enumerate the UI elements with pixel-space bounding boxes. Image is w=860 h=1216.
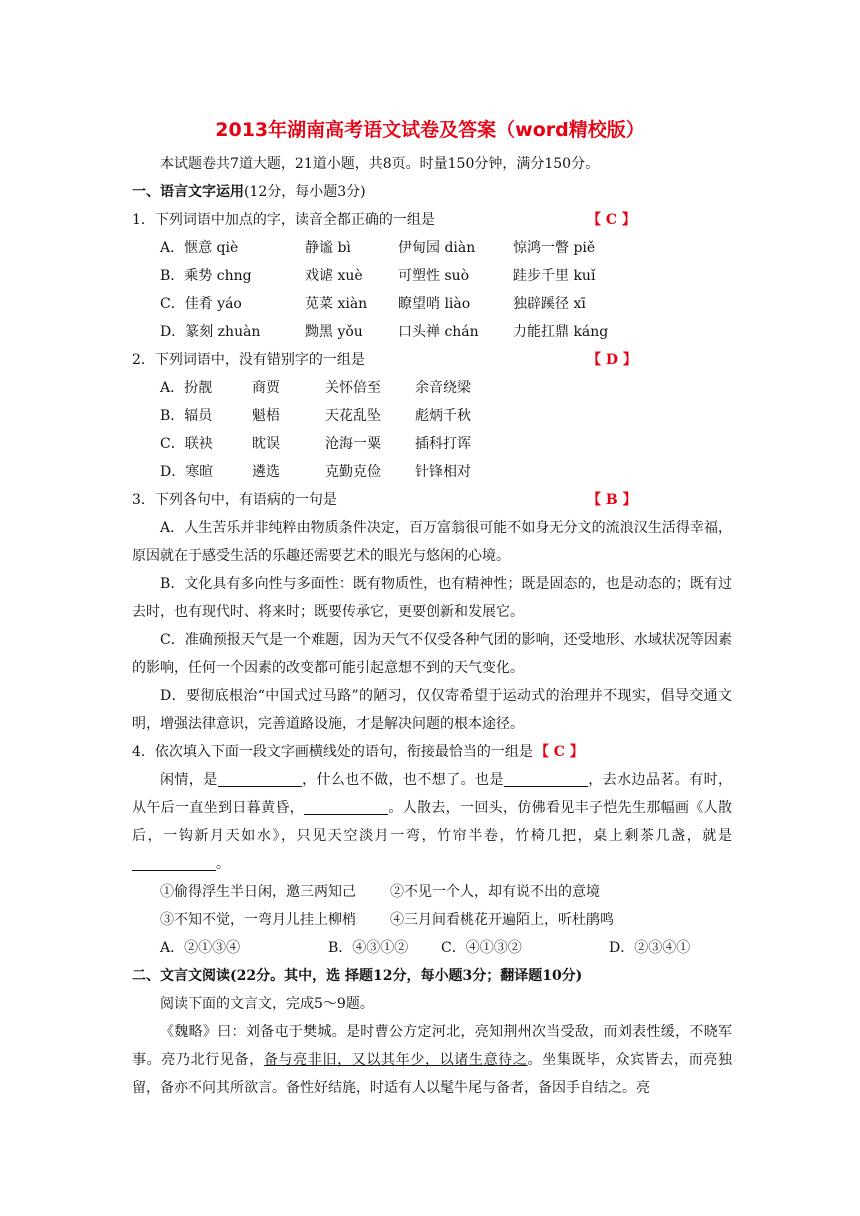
section-1-note: (12分，每小题3分) <box>244 184 366 200</box>
question-4-sentences-row-1 <box>132 878 732 906</box>
question-3-option-a: A．人生苦乐并非纯粹由物质条件决定，百万富翁很可能不如身无分文的流浪汉生活得幸福，原因就在于感受生活的乐趣还需要艺术的眼光与悠闲的心境。 <box>132 520 732 564</box>
option-word: 独辟蹊径 xī <box>513 296 586 312</box>
option-word: 关怀倍至 <box>325 380 381 396</box>
question-3-option-c: C．准确预报天气是一个难题，因为天气不仅受各种气团的影响，还受地形、水域状况等因素的影响，任何一个因素的改变都可能引起意想不到的天气变化。 <box>132 632 732 676</box>
question-4-stem <box>132 738 732 766</box>
question-2-answer: 【 D 】 <box>587 352 637 368</box>
candidate-sentence: ③不知不觉，一弯月儿挂上柳梢 <box>160 912 356 928</box>
question-2-option-c <box>132 430 732 458</box>
option-word: 伊甸园 diàn <box>398 240 476 256</box>
question-1-option-c <box>132 290 732 318</box>
question-3-option-b: B．文化具有多向性与多面性：既有物质性，也有精神性；既是固态的，也是动态的；既有过去时，也有现代时、将来时；既要传承它，更要创新和发展它。 <box>132 576 732 620</box>
candidate-sentence: ②不见一个人，却有说不出的意境 <box>390 884 600 900</box>
option-word: 针锋相对 <box>415 464 471 480</box>
passage-text: 《魏略》曰：刘备屯于樊城。是时曹公方定河北，亮知荆州次当受敌，而刘表性缓，不晓军事。亮乃北行见备， <box>132 1024 732 1068</box>
underlined-sentence: 备与亮非旧，又以其年少，以诸生意待之 <box>263 1052 528 1068</box>
option-word: 跬步千里 kuǐ <box>513 268 596 284</box>
question-2-stem <box>132 346 732 374</box>
option-word: 天花乱坠 <box>325 408 381 424</box>
option-word: 眈误 <box>252 436 280 452</box>
fill-blank-4 <box>132 852 216 871</box>
option-word: D．寒暄 <box>160 464 214 480</box>
option-word: 余音绕梁 <box>415 380 471 396</box>
option-word: 黝黑 yǒu <box>305 324 363 340</box>
question-1-option-a <box>132 234 732 262</box>
passage-text: 闲情，是 <box>160 772 218 788</box>
choice-c: C．④①③② <box>441 940 522 956</box>
option-word: C．联袂 <box>160 436 213 452</box>
candidate-sentence: ①偷得浮生半日闲，邀三两知己 <box>160 884 356 900</box>
reading-instruction: 阅读下面的文言文，完成5～9题。 <box>160 996 374 1012</box>
option-word: 遴选 <box>252 464 280 480</box>
option-word: A．惬意 qiè <box>160 240 239 256</box>
question-4-answer: 【 C 】 <box>534 744 584 760</box>
option-word: C．佳肴 yáo <box>160 296 242 312</box>
option-word: 苋菜 xiàn <box>305 296 368 312</box>
question-2-option-a <box>132 374 732 402</box>
choice-b: B．④③①② <box>328 940 409 956</box>
fill-blank-2 <box>504 768 588 787</box>
question-3-answer: 【 B 】 <box>587 492 637 508</box>
question-1-option-d <box>132 318 732 346</box>
fill-blank-1 <box>218 768 302 787</box>
section-1-heading <box>132 178 732 206</box>
question-2-option-b <box>132 402 732 430</box>
section-1-title: 一、语言文字运用 <box>132 184 244 200</box>
exam-content <box>132 150 732 1102</box>
option-word: 魁梧 <box>252 408 280 424</box>
option-word: 力能扛鼎 káng <box>513 324 609 340</box>
choice-a: A．②①③④ <box>160 940 241 956</box>
candidate-sentence: ④三月间看桃花开遍陌上，听杜鹃鸣 <box>390 912 614 928</box>
option-word: 沧海一粟 <box>325 436 381 452</box>
option-word: 可塑性 suò <box>398 268 470 284</box>
passage-text: 。人散去，一回头，仿佛看见丰子恺先生那幅画《人散后，一钩新月天如水》，只见天空淡月一弯，竹帘半卷，竹椅几把，桌上剩茶几盏，就是 <box>132 800 732 844</box>
classical-passage <box>132 1018 732 1102</box>
question-3-text: 3．下列各句中，有语病的一句是 <box>132 492 337 508</box>
question-4-choices <box>132 934 732 962</box>
question-2-text: 2．下列词语中，没有错别字的一组是 <box>132 352 365 368</box>
option-word: 惊鸿一瞥 piě <box>513 240 596 256</box>
option-word: 彪炳千秋 <box>415 408 471 424</box>
option-word: 商贾 <box>252 380 280 396</box>
option-word: D．篆刻 zhuàn <box>160 324 261 340</box>
passage-text: 。坐集既毕，众宾皆去，而亮独留，备亦不问其所欲言。备性好结旄，时适有人以髦牛尾与备者，备因手自结之。亮 <box>132 1052 733 1096</box>
exam-intro: 本试题卷共7道大题，21道小题，共8页。时量150分钟，满分150分。 <box>160 156 600 172</box>
question-3-option-d: D．要彻底根治“中国式过马路”的陋习，仅仅寄希望于运动式的治理并不现实，倡导交通文明，增强法律意识，完善道路设施，才是解决问题的根本途径。 <box>132 688 732 732</box>
option-word: 戏谑 xuè <box>305 268 363 284</box>
question-1-answer: 【 C 】 <box>587 212 636 228</box>
option-word: 克勤克俭 <box>325 464 381 480</box>
question-1-text: 1．下列词语中加点的字，读音全都正确的一组是 <box>132 212 435 228</box>
question-1-stem <box>132 206 732 234</box>
option-word: 静谧 bì <box>305 240 351 256</box>
question-1-option-b <box>132 262 732 290</box>
option-word: 瞭望哨 liào <box>398 296 471 312</box>
option-word: 插科打诨 <box>415 436 471 452</box>
option-word: 口头禅 chán <box>398 324 479 340</box>
question-3-stem <box>132 486 732 514</box>
section-2-heading: 二、文言文阅读(22分。其中，选 择题12分，每小题3分；翻译题10分) <box>132 968 583 984</box>
question-4-sentences-row-2 <box>132 906 732 934</box>
question-4-passage <box>132 766 732 878</box>
page-title: 2013年湖南高考语文试卷及答案（word精校版） <box>215 119 645 141</box>
passage-text: ，去水边品茗。有时，从午后一直坐到日暮黄昏， <box>132 772 733 816</box>
option-word: B．乘势 chng <box>160 268 252 284</box>
fill-blank-3 <box>304 796 388 815</box>
question-2-option-d <box>132 458 732 486</box>
option-word: B．辐员 <box>160 408 213 424</box>
passage-text: ，什么也不做，也不想了。也是 <box>301 772 504 788</box>
choice-d: D．②③④① <box>609 940 691 956</box>
passage-text: 。 <box>216 856 230 872</box>
option-word: A．扮靓 <box>160 380 213 396</box>
question-4-text: 4．依次填入下面一段文字画横线处的语句，衔接最恰当的一组是 <box>132 744 533 760</box>
